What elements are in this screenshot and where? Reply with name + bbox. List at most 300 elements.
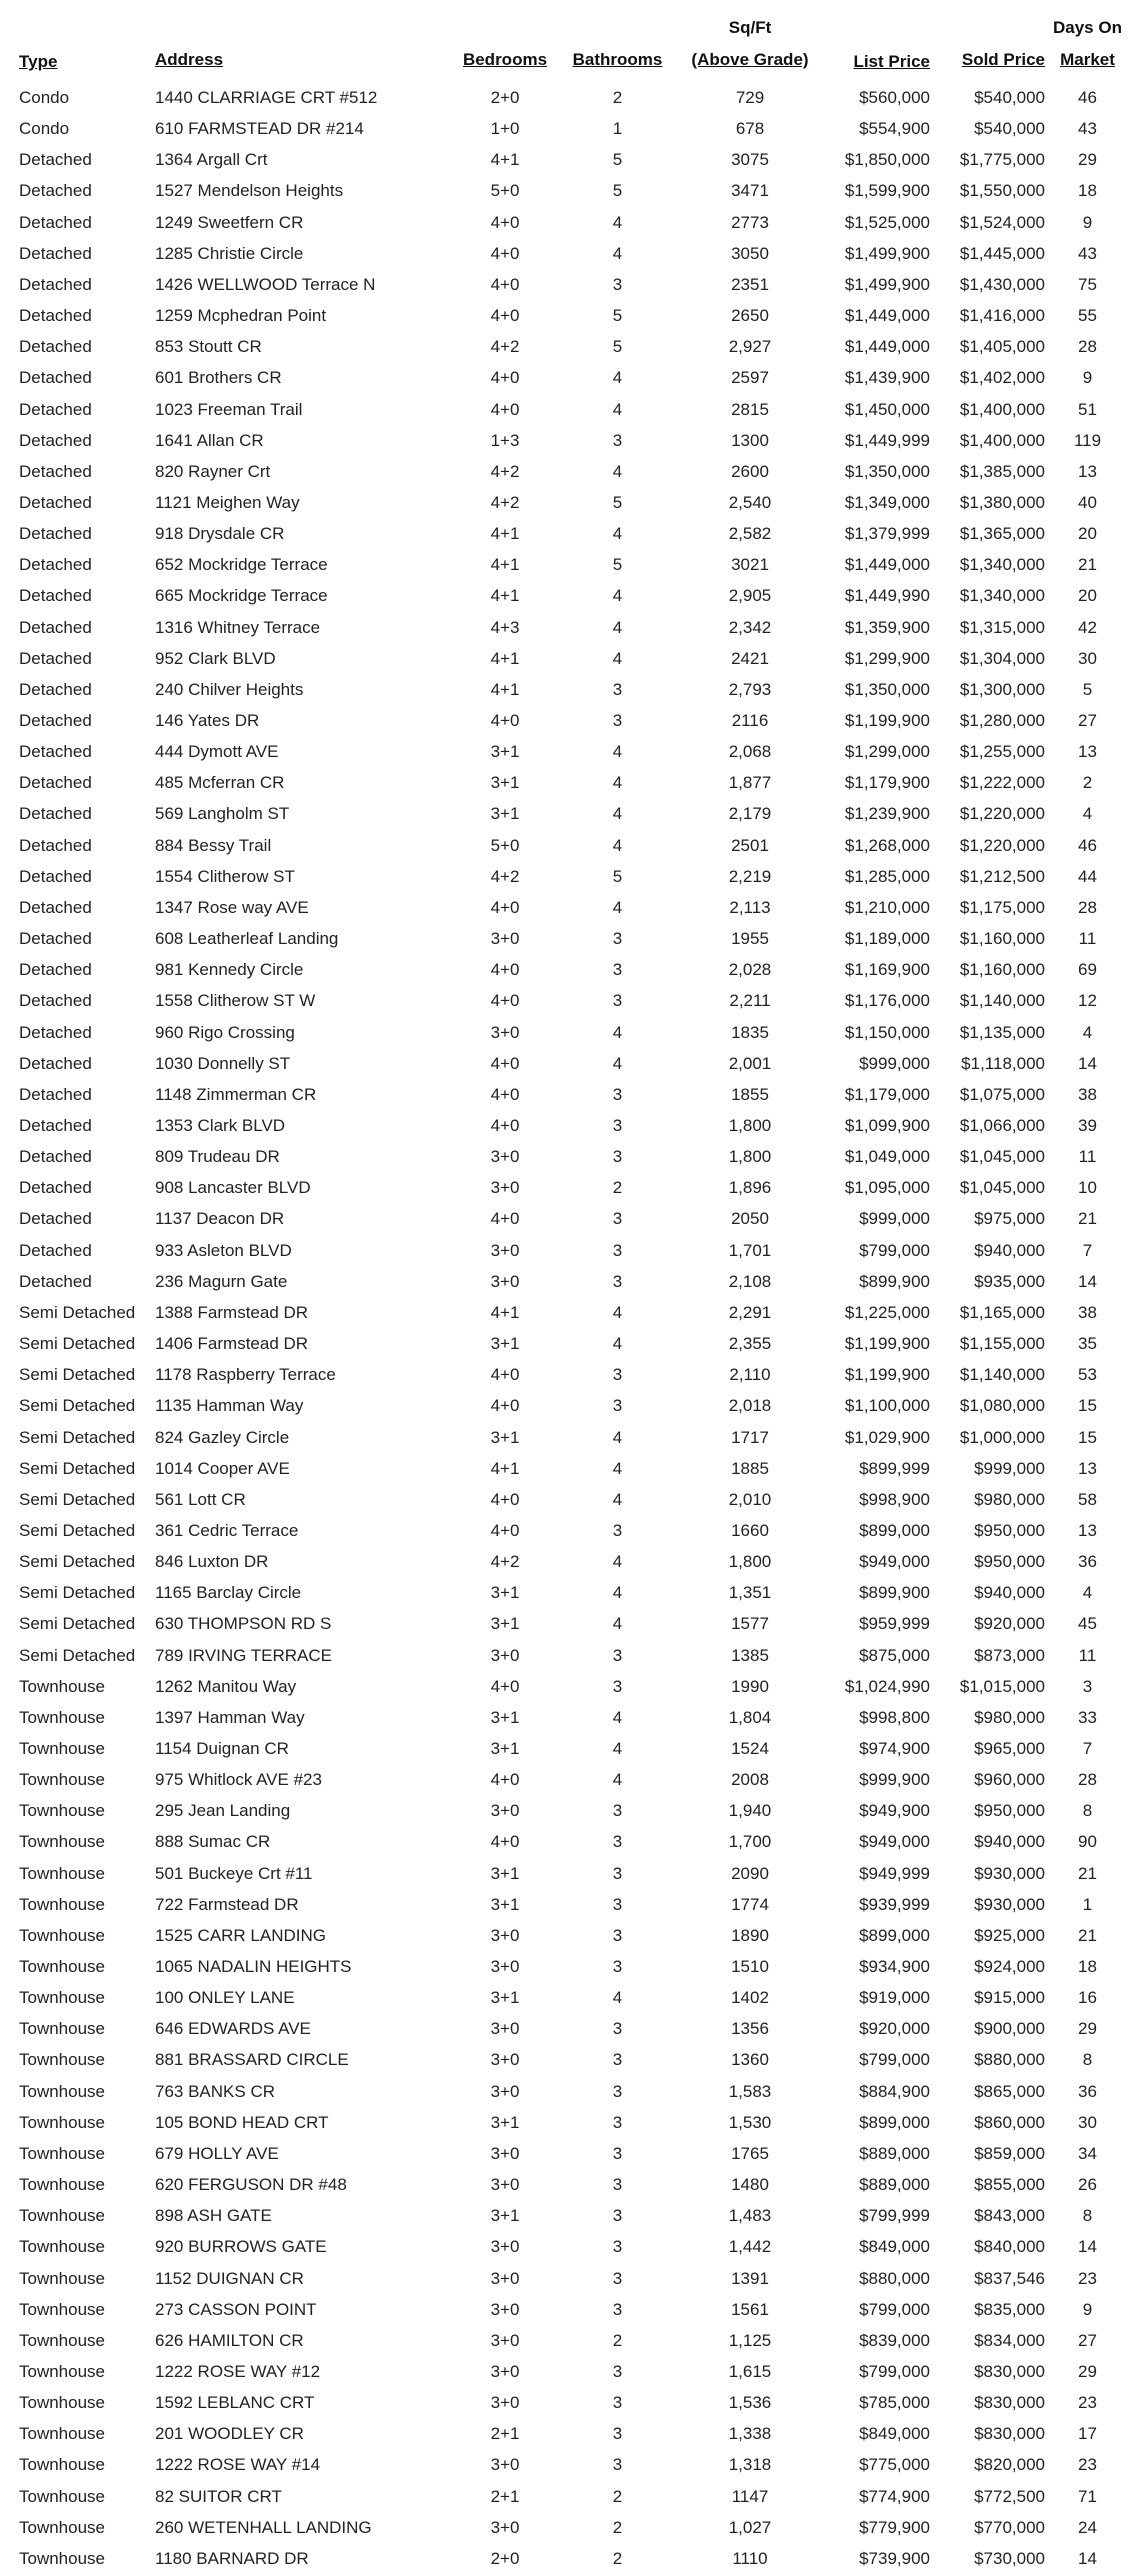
table-row: [0, 331, 1130, 362]
sold-price-cell: $1,550,000: [959, 181, 1045, 201]
list-price-cell: $1,199,900: [844, 1365, 930, 1385]
sold-price-cell: $843,000: [974, 2206, 1045, 2226]
days-on-market-cell: 21: [1078, 1863, 1097, 1883]
list-price-cell: $1,225,000: [844, 1302, 930, 1322]
address-cell: 1178 Raspberry Terrace: [155, 1365, 336, 1385]
address-cell: 908 Lancaster BLVD: [155, 1178, 311, 1198]
address-cell: 1065 NADALIN HEIGHTS: [155, 1957, 352, 1976]
sqft-cell: 2,905: [728, 586, 772, 606]
sold-price-cell: $772,500: [974, 2486, 1045, 2506]
address-cell: 561 Lott CR: [155, 1489, 246, 1509]
days-on-market-cell: 15: [1078, 1427, 1097, 1447]
type-cell: Detached: [19, 492, 92, 512]
table-row: [0, 2076, 1130, 2107]
bedrooms-cell: 4+2: [490, 1552, 520, 1571]
bedrooms-cell: 3+0: [490, 1022, 520, 1042]
days-on-market-cell: 55: [1078, 306, 1097, 325]
list-price-cell: $1,449,000: [844, 337, 930, 357]
list-price-cell: $739,900: [859, 2548, 930, 2568]
bathrooms-cell: 4: [612, 773, 623, 793]
type-cell: Detached: [19, 1147, 92, 1167]
address-cell: 1135 Hamman Way: [155, 1396, 304, 1416]
days-on-market-cell: 4: [1082, 1583, 1093, 1603]
list-price-cell: $785,000: [859, 2393, 930, 2413]
list-price-cell: $1,449,990: [844, 586, 930, 606]
sold-price-cell: $1,175,000: [959, 897, 1045, 917]
address-cell: 485 Mcferran CR: [155, 773, 285, 793]
bathrooms-cell: 3: [612, 2175, 623, 2194]
table-row: [0, 518, 1130, 549]
bedrooms-cell: 3+1: [490, 1894, 520, 1914]
sqft-cell: 1,701: [728, 1240, 772, 1260]
type-cell: Detached: [19, 960, 92, 980]
bathrooms-cell: 2: [612, 2486, 623, 2506]
bedrooms-cell: 3+0: [490, 1801, 520, 1821]
type-cell: Townhouse: [19, 2299, 106, 2319]
bathrooms-cell: 4: [612, 1334, 623, 1353]
list-price-cell: $1,100,000: [844, 1396, 930, 1416]
sold-price-cell: $930,000: [974, 1863, 1045, 1883]
sqft-cell: 3050: [731, 243, 769, 263]
sqft-cell: 1,318: [728, 2455, 772, 2475]
list-price-cell: $920,000: [859, 2019, 930, 2039]
sold-price-cell: $830,000: [974, 2424, 1045, 2444]
list-price-cell: $1,029,900: [844, 1427, 930, 1447]
days-on-market-cell: 29: [1078, 2361, 1097, 2381]
sqft-cell: 1524: [731, 1738, 769, 1758]
sqft-cell: 1110: [732, 2548, 768, 2568]
days-on-market-cell: 29: [1078, 150, 1097, 170]
type-cell: Townhouse: [19, 2361, 106, 2381]
address-cell: 240 Chilver Heights: [155, 679, 304, 699]
bathrooms-cell: 4: [612, 243, 623, 263]
list-price-cell: $899,000: [859, 1925, 930, 1945]
sqft-cell: 3471: [731, 181, 769, 201]
bathrooms-cell: 3: [612, 2393, 623, 2413]
table-row: [0, 2356, 1130, 2387]
list-price-cell: $1,199,900: [844, 1334, 930, 1353]
table-row: [0, 1577, 1130, 1608]
bedrooms-cell: 4+3: [490, 617, 520, 637]
table-row: [0, 705, 1130, 736]
table-row: [0, 1608, 1130, 1639]
list-price-cell: $999,000: [859, 1209, 930, 1229]
sold-price-cell: $1,066,000: [959, 1116, 1045, 1135]
table-row: [0, 144, 1130, 175]
bathrooms-cell: 3: [612, 1925, 623, 1945]
bedrooms-cell: 4+0: [490, 711, 520, 730]
sold-price-cell: $930,000: [974, 1894, 1045, 1914]
bedrooms-cell: 2+1: [490, 2486, 520, 2506]
table-row: [0, 1640, 1130, 1671]
address-cell: 1554 Clitherow ST: [155, 866, 295, 886]
type-cell: Detached: [19, 866, 92, 886]
type-cell: Townhouse: [19, 1863, 106, 1883]
bathrooms-cell: 4: [612, 1770, 623, 1790]
address-cell: 1222 ROSE WAY #14: [155, 2455, 321, 2475]
bathrooms-cell: 4: [612, 835, 623, 855]
address-cell: 610 FARMSTEAD DR #214: [155, 119, 364, 139]
address-cell: 1316 Whitney Terrace: [155, 617, 321, 637]
bathrooms-cell: 4: [612, 586, 623, 606]
sold-price-cell: $1,135,000: [959, 1022, 1045, 1042]
bathrooms-cell: 5: [612, 181, 623, 201]
days-on-market-cell: 23: [1078, 2268, 1097, 2288]
address-cell: 809 Trudeau DR: [155, 1147, 280, 1167]
sqft-cell: 2,110: [729, 1365, 771, 1385]
bathrooms-cell: 3: [612, 1832, 623, 1852]
sold-price-cell: $940,000: [974, 1583, 1045, 1603]
sqft-cell: 1147: [731, 2486, 769, 2506]
address-cell: 1641 Allan CR: [155, 430, 264, 450]
bedrooms-cell: 3+1: [490, 1738, 520, 1758]
bathrooms-cell: 5: [612, 492, 623, 512]
sold-price-cell: $1,300,000: [959, 679, 1045, 699]
sqft-cell: 1660: [731, 1520, 769, 1540]
days-on-market-cell: 119: [1073, 430, 1102, 450]
sold-price-cell: $975,000: [974, 1209, 1045, 1229]
days-on-market-cell: 36: [1078, 1552, 1097, 1571]
type-cell: Detached: [19, 773, 92, 793]
sold-price-cell: $835,000: [974, 2299, 1045, 2319]
sqft-cell: 1,896: [728, 1178, 772, 1198]
sold-price-cell: $834,000: [974, 2330, 1045, 2350]
sold-price-cell: $999,000: [974, 1458, 1045, 1478]
bedrooms-cell: 3+0: [490, 1957, 520, 1976]
list-price-cell: $875,000: [859, 1645, 930, 1665]
type-cell: Detached: [19, 1116, 92, 1135]
address-cell: 201 WOODLEY CR: [155, 2424, 304, 2444]
list-price-cell: $998,800: [859, 1707, 930, 1727]
address-cell: 82 SUITOR CRT: [155, 2486, 282, 2506]
days-on-market-cell: 21: [1078, 555, 1097, 575]
list-price-cell: $899,000: [859, 2112, 930, 2132]
type-cell: Townhouse: [19, 2517, 106, 2537]
bedrooms-cell: 4+0: [490, 399, 520, 419]
bathrooms-cell: 3: [612, 2050, 623, 2070]
bathrooms-cell: 4: [612, 1302, 623, 1322]
bedrooms-cell: 3+0: [490, 2019, 520, 2039]
days-on-market-cell: 38: [1078, 1302, 1097, 1322]
days-on-market-cell: 8: [1082, 2050, 1093, 2070]
table-row: [0, 487, 1130, 518]
type-cell: Townhouse: [19, 1925, 106, 1945]
bathrooms-cell: 4: [612, 461, 623, 481]
address-cell: 981 Kennedy Circle: [155, 960, 304, 980]
days-on-market-cell: 33: [1078, 1707, 1097, 1727]
address-cell: 1364 Argall Crt: [155, 150, 268, 170]
list-price-cell: $999,000: [859, 1053, 930, 1073]
type-cell: Townhouse: [19, 1676, 106, 1696]
sold-price-cell: $1,080,000: [959, 1396, 1045, 1416]
table-row: [0, 861, 1130, 892]
bedrooms-cell: 3+0: [490, 2299, 520, 2319]
bathrooms-cell: 3: [612, 1645, 623, 1665]
bedrooms-cell: 2+1: [490, 2424, 520, 2444]
table-row: [0, 1141, 1130, 1172]
bedrooms-cell: 4+1: [490, 1302, 520, 1322]
days-on-market-cell: 24: [1078, 2517, 1097, 2537]
list-price-cell: $849,000: [859, 2424, 930, 2444]
sold-price-cell: $900,000: [974, 2019, 1045, 2039]
sqft-cell: 1,027: [728, 2517, 772, 2537]
list-price-cell: $1,350,000: [844, 461, 930, 481]
sqft-cell: 1391: [731, 2268, 769, 2288]
table-row: [0, 1702, 1130, 1733]
bathrooms-cell: 4: [612, 897, 623, 917]
sqft-cell: 1,338: [728, 2424, 772, 2444]
list-price-cell: $899,999: [859, 1458, 930, 1478]
bathrooms-cell: 5: [612, 337, 623, 357]
bedrooms-cell: 3+1: [490, 2112, 520, 2132]
list-price-cell: $1,379,999: [844, 524, 930, 544]
address-cell: 881 BRASSARD CIRCLE: [155, 2050, 349, 2070]
bathrooms-cell: 3: [612, 430, 623, 450]
list-price-cell: $1,099,900: [844, 1116, 930, 1135]
type-cell: Condo: [19, 119, 70, 139]
sqft-cell: 2,219: [728, 866, 772, 886]
list-price-cell: $1,024,990: [844, 1676, 930, 1696]
days-on-market-cell: 5: [1082, 679, 1093, 699]
list-price-cell: $799,000: [859, 2361, 930, 2381]
list-price-cell: $934,900: [859, 1957, 930, 1976]
bedrooms-cell: 4+1: [490, 679, 520, 699]
sold-price-cell: $1,380,000: [959, 492, 1045, 512]
type-cell: Semi Detached: [19, 1458, 136, 1478]
type-cell: Detached: [19, 1271, 92, 1291]
header-sqft-line1: Sq/Ft: [728, 18, 772, 37]
sold-price-cell: $860,000: [974, 2112, 1045, 2132]
sold-price-cell: $1,222,000: [959, 773, 1045, 793]
type-cell: Semi Detached: [19, 1365, 136, 1385]
sold-price-cell: $1,340,000: [959, 555, 1045, 575]
type-cell: Detached: [19, 150, 92, 170]
days-on-market-cell: 53: [1078, 1365, 1097, 1385]
days-on-market-cell: 2: [1082, 773, 1093, 793]
days-on-market-cell: 11: [1078, 929, 1097, 948]
bedrooms-cell: 1+0: [490, 119, 520, 139]
type-cell: Detached: [19, 461, 92, 481]
type-cell: Townhouse: [19, 2112, 106, 2132]
list-price-cell: $1,359,900: [844, 617, 930, 637]
address-cell: 1347 Rose way AVE: [155, 897, 309, 917]
bathrooms-cell: 4: [612, 648, 623, 668]
list-price-cell: $1,179,900: [844, 773, 930, 793]
address-cell: 920 BURROWS GATE: [155, 2237, 327, 2257]
bedrooms-cell: 3+0: [490, 2330, 520, 2350]
sold-price-cell: $1,140,000: [959, 991, 1045, 1011]
sqft-cell: 2050: [731, 1209, 769, 1229]
address-cell: 601 Brothers CR: [155, 368, 282, 388]
days-on-market-cell: 75: [1078, 274, 1097, 294]
bedrooms-cell: 4+0: [490, 1676, 520, 1696]
list-price-cell: $1,179,000: [844, 1084, 930, 1104]
sqft-cell: 2,927: [728, 337, 772, 357]
sqft-cell: 2,342: [728, 617, 772, 637]
address-cell: 1558 Clitherow ST W: [155, 991, 316, 1011]
bedrooms-cell: 4+2: [490, 492, 520, 512]
type-cell: Detached: [19, 1178, 92, 1198]
sqft-cell: 2501: [731, 835, 769, 855]
sqft-cell: 1990: [731, 1676, 769, 1696]
table-row: [0, 1764, 1130, 1795]
type-cell: Detached: [19, 929, 92, 948]
bedrooms-cell: 3+0: [490, 1240, 520, 1260]
address-cell: 1426 WELLWOOD Terrace N: [155, 274, 376, 294]
sqft-cell: 2773: [731, 212, 769, 232]
type-cell: Detached: [19, 586, 92, 606]
bathrooms-cell: 4: [612, 368, 623, 388]
sold-price-cell: $1,775,000: [959, 150, 1045, 170]
address-cell: 1154 Duignan CR: [155, 1738, 289, 1758]
days-on-market-cell: 21: [1078, 1209, 1097, 1229]
header-type: Type: [19, 52, 58, 71]
sqft-cell: 2,010: [728, 1489, 772, 1509]
address-cell: 569 Langholm ST: [155, 804, 290, 824]
type-cell: Semi Detached: [19, 1396, 136, 1416]
days-on-market-cell: 43: [1078, 243, 1097, 263]
list-price-cell: $1,049,000: [844, 1147, 930, 1167]
days-on-market-cell: 23: [1078, 2455, 1097, 2475]
bathrooms-cell: 3: [612, 711, 623, 730]
bedrooms-cell: 3+1: [490, 773, 520, 793]
sqft-cell: 2,582: [728, 524, 772, 544]
list-price-cell: $949,999: [859, 1863, 930, 1883]
sqft-cell: 1,530: [728, 2112, 772, 2132]
table-row: [0, 2044, 1130, 2075]
sold-price-cell: $924,000: [974, 1957, 1045, 1976]
table-row: [0, 1359, 1130, 1390]
type-cell: Townhouse: [19, 2206, 106, 2226]
sold-price-cell: $1,220,000: [959, 835, 1045, 855]
days-on-market-cell: 16: [1078, 1988, 1097, 2008]
type-cell: Detached: [19, 274, 92, 294]
table-row: [0, 1671, 1130, 1702]
list-price-cell: $899,000: [859, 1520, 930, 1540]
table-row: [0, 2107, 1130, 2138]
days-on-market-cell: 21: [1078, 1925, 1097, 1945]
type-cell: Detached: [19, 399, 92, 419]
list-price-cell: $949,900: [859, 1801, 930, 1821]
sqft-cell: 1,800: [728, 1552, 772, 1571]
sold-price-cell: $1,118,000: [961, 1053, 1045, 1073]
sold-price-cell: $1,385,000: [959, 461, 1045, 481]
type-cell: Townhouse: [19, 2330, 106, 2350]
days-on-market-cell: 8: [1082, 2206, 1093, 2226]
bathrooms-cell: 4: [612, 1583, 623, 1603]
type-cell: Semi Detached: [19, 1583, 136, 1603]
bedrooms-cell: 5+0: [490, 835, 520, 855]
days-on-market-cell: 46: [1078, 88, 1097, 107]
list-price-cell: $779,900: [859, 2517, 930, 2537]
days-on-market-cell: 7: [1082, 1240, 1093, 1260]
days-on-market-cell: 58: [1078, 1489, 1097, 1509]
table-row: [0, 1017, 1130, 1048]
days-on-market-cell: 1: [1082, 1894, 1093, 1914]
sold-price-cell: $950,000: [974, 1801, 1045, 1821]
bathrooms-cell: 3: [612, 1116, 623, 1135]
bedrooms-cell: 4+2: [490, 337, 520, 357]
header-sqft-line2: (Above Grade): [691, 50, 809, 69]
sqft-cell: 1,442: [728, 2237, 772, 2257]
table-row: [0, 362, 1130, 393]
table-row: [0, 1328, 1130, 1359]
address-cell: 361 Cedric Terrace: [155, 1520, 299, 1540]
address-cell: 1137 Deacon DR: [155, 1209, 285, 1229]
bathrooms-cell: 3: [612, 2143, 623, 2163]
list-price-cell: $1,199,900: [844, 711, 930, 730]
bathrooms-cell: 3: [612, 2112, 623, 2132]
sqft-cell: 1,615: [728, 2361, 772, 2381]
sqft-cell: 1835: [731, 1022, 769, 1042]
bedrooms-cell: 4+0: [490, 1770, 520, 1790]
type-cell: Townhouse: [19, 2486, 106, 2506]
table-row: [0, 580, 1130, 611]
bathrooms-cell: 3: [612, 2081, 623, 2101]
bedrooms-cell: 4+0: [490, 1832, 520, 1852]
address-cell: 853 Stoutt CR: [155, 337, 262, 357]
sqft-cell: 2,068: [728, 742, 772, 762]
type-cell: Detached: [19, 430, 92, 450]
list-price-cell: $999,900: [859, 1770, 930, 1790]
table-row: [0, 394, 1130, 425]
type-cell: Semi Detached: [19, 1552, 136, 1571]
sqft-cell: 678: [735, 119, 765, 139]
bedrooms-cell: 4+1: [490, 555, 520, 575]
table-row: [0, 269, 1130, 300]
days-on-market-cell: 3: [1082, 1676, 1093, 1696]
sqft-cell: 2,108: [728, 1271, 772, 1291]
days-on-market-cell: 9: [1082, 368, 1093, 388]
days-on-market-cell: 18: [1078, 1957, 1097, 1976]
sqft-cell: 1,125: [728, 2330, 772, 2350]
sold-price-cell: $935,000: [974, 1271, 1045, 1291]
sqft-cell: 1,877: [728, 773, 772, 793]
sqft-cell: 1,940: [728, 1801, 772, 1821]
list-price-cell: $1,499,900: [844, 243, 930, 263]
bedrooms-cell: 4+1: [490, 150, 520, 170]
type-cell: Semi Detached: [19, 1520, 136, 1540]
days-on-market-cell: 39: [1078, 1116, 1097, 1135]
type-cell: Detached: [19, 212, 92, 232]
bathrooms-cell: 2: [612, 2330, 623, 2350]
bathrooms-cell: 4: [612, 524, 623, 544]
table-row: [0, 985, 1130, 1016]
table-row: [0, 1826, 1130, 1857]
bedrooms-cell: 4+0: [490, 1520, 520, 1540]
days-on-market-cell: 29: [1078, 2019, 1097, 2039]
sqft-cell: 1360: [731, 2050, 769, 2070]
address-cell: 1397 Hamman Way: [155, 1707, 305, 1727]
bedrooms-cell: 4+0: [490, 368, 520, 388]
sqft-cell: 1774: [731, 1894, 769, 1914]
sqft-cell: 2597: [731, 368, 769, 388]
bedrooms-cell: 4+0: [490, 991, 520, 1011]
address-cell: 824 Gazley Circle: [155, 1427, 290, 1447]
bathrooms-cell: 5: [612, 866, 623, 886]
type-cell: Townhouse: [19, 2548, 106, 2568]
type-cell: Detached: [19, 991, 92, 1011]
sqft-cell: 1385: [731, 1645, 769, 1665]
days-on-market-cell: 23: [1078, 2393, 1097, 2413]
sold-price-cell: $830,000: [974, 2393, 1045, 2413]
bedrooms-cell: 5+0: [490, 181, 520, 201]
type-cell: Townhouse: [19, 2237, 106, 2257]
bathrooms-cell: 3: [612, 2361, 623, 2381]
bedrooms-cell: 3+1: [490, 1583, 520, 1603]
bathrooms-cell: 5: [612, 555, 623, 575]
type-cell: Semi Detached: [19, 1302, 136, 1322]
